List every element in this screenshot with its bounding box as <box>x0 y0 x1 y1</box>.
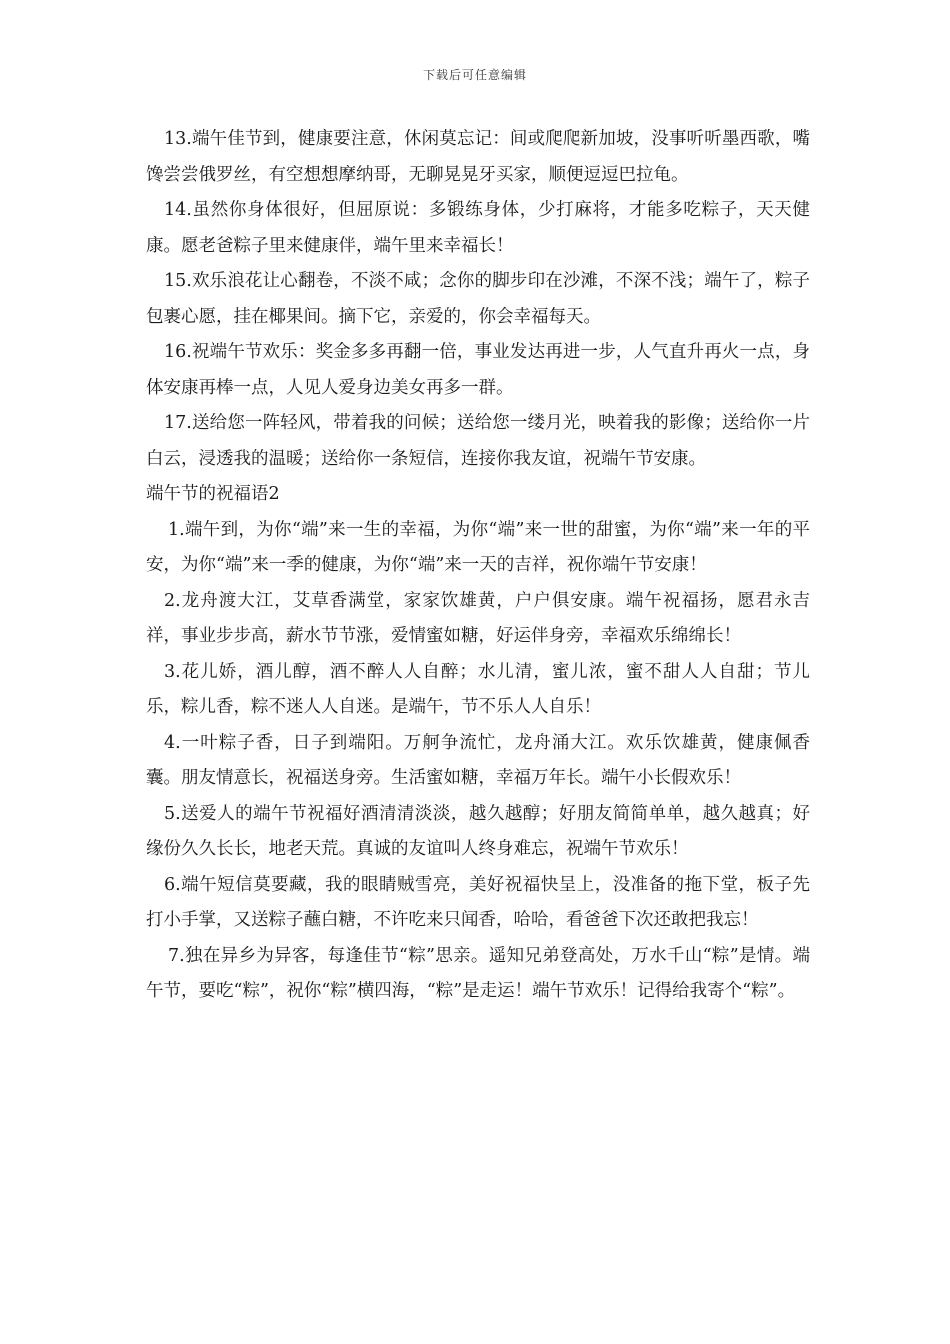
paragraph-17: 17.送给您一阵轻风，带着我的问候；送给您一缕月光，映着我的影像；送给你一片白云，浸透我的温暖；送给你一条短信，连接你我友谊，祝端午节安康。 <box>146 413 810 469</box>
paragraph-s2-3: 3.花儿娇，酒儿醇，酒不醉人人自醉；水儿清，蜜儿浓，蜜不甜人人自甜；节儿乐，粽儿香，粽不迷人人自迷。是端午，节不乐人人自乐！ <box>146 661 810 717</box>
paragraph-s2-1: 1.端午到，为你“端”来一生的幸福，为你“端”来一世的甜蜜，为你“端”来一年的平安，为你“端”来一季的健康，为你“端”来一天的吉祥，祝你端午节安康！ <box>146 519 810 575</box>
paragraph-13: 13.端午佳节到，健康要注意，休闲莫忘记：间或爬爬新加坡，没事听听墨西歌，嘴馋尝尝俄罗丝，有空想想摩纳哥，无聊晃晃牙买家，顺便逗逗巴拉龟。 <box>146 129 810 185</box>
paragraph-14: 14.虽然你身体很好，但屈原说：多锻练身体，少打麻将，才能多吃粽子，天天健康。愿老爸粽子里来健康伴，端午里来幸福长！ <box>146 200 810 256</box>
document-body <box>146 122 810 1010</box>
section-title: 端午节的祝福语2 <box>146 484 280 504</box>
paragraph-s2-7: 7.独在异乡为异客，每逢佳节“粽”思亲。遥知兄弟登高处，万水千山“粽”是情。端午节，要吃“粽”，祝你“粽”横四海，“粽”是走运！端午节欢乐！记得给我寄个“粽”。 <box>146 945 810 1001</box>
paragraph-s2-6: 6.端午短信莫要藏，我的眼睛贼雪亮，美好祝福快呈上，没准备的拖下堂，板子先打小手掌，又送粽子蘸白糖，不许吃来只闻香，哈哈，看爸爸下次还敢把我忘！ <box>146 874 810 930</box>
paragraph-15: 15.欢乐浪花让心翻卷，不淡不咸；念你的脚步印在沙滩，不深不浅；端午了，粽子包裹心愿，挂在椰果间。摘下它，亲爱的，你会幸福每天。 <box>146 271 810 327</box>
paragraph-s2-4: 4.一叶粽子香，日子到端阳。万舸争流忙，龙舟涌大江。欢乐饮雄黄，健康佩香囊。朋友情意长，祝福送身旁。生活蜜如糖，幸福万年长。端午小长假欢乐！ <box>146 732 810 788</box>
paragraph-s2-5: 5.送爱人的端午节祝福好酒清清淡淡，越久越醇；好朋友简简单单，越久越真；好缘份久久长长，地老天荒。真诚的友谊叫人终身难忘，祝端午节欢乐！ <box>146 803 810 859</box>
paragraph-s2-2: 2.龙舟渡大江，艾草香满堂，家家饮雄黄，户户俱安康。端午祝福扬，愿君永吉祥，事业步步高，薪水节节涨，爱情蜜如糖，好运伴身旁，幸福欢乐绵绵长！ <box>146 590 810 646</box>
paragraph-16: 16.祝端午节欢乐：奖金多多再翻一倍，事业发达再进一步，人气直升再火一点，身体安康再棒一点，人见人爱身边美女再多一群。 <box>146 342 810 398</box>
header-note: 下载后可任意编辑 <box>422 68 527 82</box>
